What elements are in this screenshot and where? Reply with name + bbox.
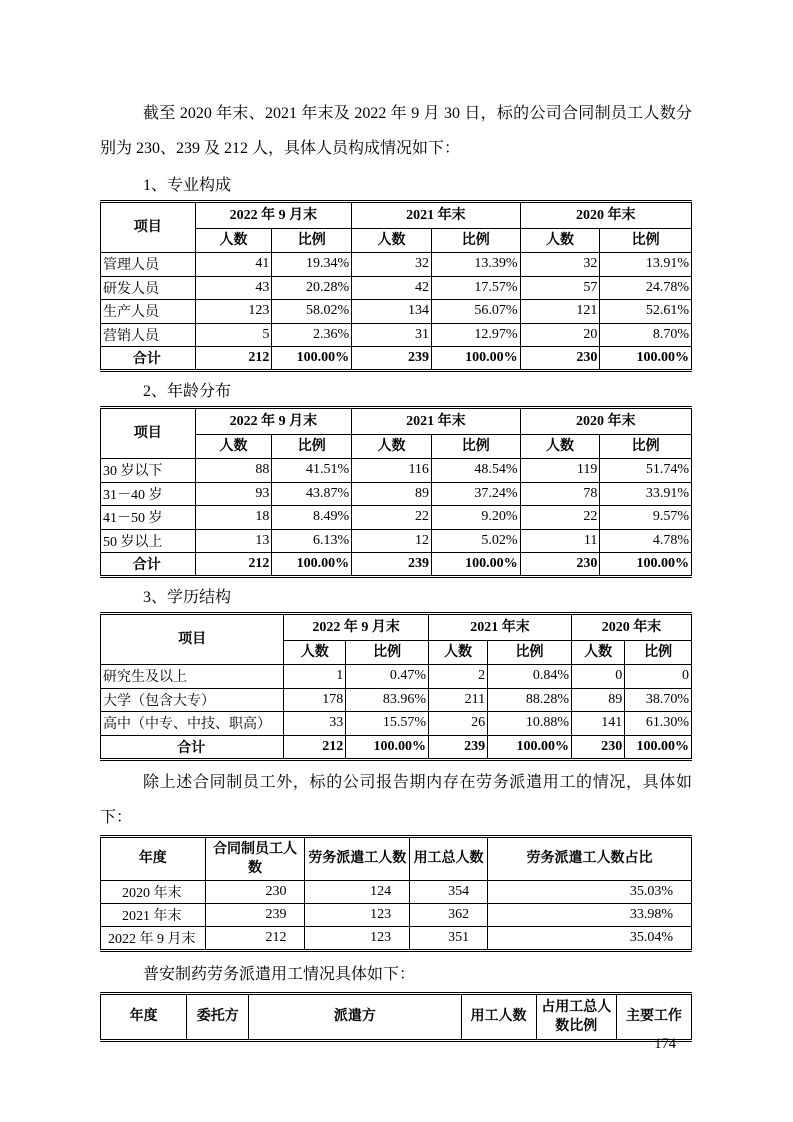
cell-value: 5 [195, 323, 272, 347]
table-row [101, 253, 692, 277]
column-header: 主要工作 [616, 993, 691, 1040]
cell-value: 100.00% [346, 735, 429, 759]
cell-value: 88.28% [488, 688, 572, 712]
cell-value: 35.04% [488, 926, 692, 950]
cell-value: 134 [352, 300, 432, 324]
cell-value: 35.03% [488, 880, 692, 903]
cell-value: 211 [428, 688, 487, 712]
row-label: 合计 [101, 347, 196, 371]
cell-value: 178 [284, 688, 346, 712]
table-row [101, 529, 692, 553]
cell-value: 20.28% [272, 276, 352, 300]
column-subheader: 比例 [346, 641, 429, 665]
column-subheader: 人数 [352, 435, 432, 459]
cell-value: 12 [352, 529, 432, 553]
header-row [101, 993, 692, 1040]
cell-value: 141 [572, 712, 625, 736]
table-row [101, 323, 692, 347]
cell-value: 57 [520, 276, 600, 300]
cell-value: 43.87% [272, 482, 352, 506]
cell-value: 32 [520, 253, 600, 277]
cell-value: 123 [305, 926, 410, 950]
dispatch-intro-paragraph: 除上述合同制员工外，标的公司报告期内存在劳务派遣用工的情况，具体如下： [100, 773, 692, 826]
column-subheader: 人数 [520, 229, 600, 253]
period-header: 2020 年末 [520, 202, 691, 229]
column-subheader: 比例 [272, 435, 352, 459]
cell-value: 42 [352, 276, 432, 300]
cell-value: 18 [195, 506, 272, 530]
column-header: 项目 [101, 202, 196, 253]
cell-value: 100.00% [431, 347, 520, 371]
column-header: 用工人数 [461, 993, 536, 1040]
row-label: 研究生及以上 [101, 665, 284, 689]
row-label: 30 岁以下 [101, 459, 196, 483]
cell-value: 0.47% [346, 665, 429, 689]
cell-value: 43 [195, 276, 272, 300]
cell-value: 33.91% [600, 482, 692, 506]
cell-value: 41.51% [272, 459, 352, 483]
cell-value: 78 [520, 482, 600, 506]
column-header: 劳务派遣工人数占比 [488, 836, 692, 880]
cell-value: 4.78% [600, 529, 692, 553]
cell-value: 41 [195, 253, 272, 277]
row-label: 大学（包含大专） [101, 688, 284, 712]
column-subheader: 比例 [488, 641, 572, 665]
cell-value: 13.91% [600, 253, 692, 277]
cell-value: 37.24% [431, 482, 520, 506]
cell-value: 38.70% [625, 688, 692, 712]
cell-value: 100.00% [600, 553, 692, 577]
cell-value: 8.70% [600, 323, 692, 347]
cell-value: 362 [410, 903, 488, 926]
cell-value: 239 [352, 347, 432, 371]
age-distribution-table [100, 406, 692, 578]
period-header: 2022 年 9 月末 [195, 202, 352, 229]
column-subheader: 比例 [600, 229, 692, 253]
column-subheader: 人数 [572, 641, 625, 665]
cell-value: 100.00% [600, 347, 692, 371]
period-header: 2021 年末 [352, 408, 520, 435]
cell-value: 239 [428, 735, 487, 759]
cell-value: 239 [352, 553, 432, 577]
cell-value: 230 [572, 735, 625, 759]
cell-value: 121 [520, 300, 600, 324]
labor-dispatch-table [100, 835, 692, 952]
cell-value: 9.20% [431, 506, 520, 530]
cell-value: 48.54% [431, 459, 520, 483]
table-row [101, 880, 692, 903]
column-subheader: 比例 [600, 435, 692, 459]
cell-value: 58.02% [272, 300, 352, 324]
cell-value: 0 [572, 665, 625, 689]
cell-value: 56.07% [431, 300, 520, 324]
cell-value: 20 [520, 323, 600, 347]
table-total-row [101, 553, 692, 577]
table-row [101, 712, 692, 736]
period-header: 2020 年末 [572, 614, 692, 641]
column-subheader: 人数 [520, 435, 600, 459]
table-row [101, 903, 692, 926]
period-header: 2022 年 9 月末 [195, 408, 352, 435]
cell-value: 123 [305, 903, 410, 926]
table-row [101, 688, 692, 712]
cell-value: 31 [352, 323, 432, 347]
period-header: 2022 年 9 月末 [284, 614, 429, 641]
cell-value: 100.00% [431, 553, 520, 577]
row-label: 研发人员 [101, 276, 196, 300]
column-subheader: 人数 [352, 229, 432, 253]
cell-value: 124 [305, 880, 410, 903]
cell-value: 32 [352, 253, 432, 277]
table-row [101, 926, 692, 950]
cell-value: 13 [195, 529, 272, 553]
cell-value: 0 [625, 665, 692, 689]
table-total-row [101, 347, 692, 371]
cell-value: 239 [205, 903, 305, 926]
row-label: 营销人员 [101, 323, 196, 347]
table-row [101, 276, 692, 300]
row-label: 合计 [101, 553, 196, 577]
profession-structure-table [100, 200, 692, 372]
cell-value: 15.57% [346, 712, 429, 736]
header-row [101, 836, 692, 880]
cell-value: 354 [410, 880, 488, 903]
column-subheader: 比例 [431, 229, 520, 253]
cell-value: 11 [520, 529, 600, 553]
section-heading-education: 3、学历结构 [143, 589, 232, 606]
column-subheader: 人数 [195, 229, 272, 253]
column-header: 年度 [101, 836, 206, 880]
cell-value: 12.97% [431, 323, 520, 347]
row-label: 41－50 岁 [101, 506, 196, 530]
column-header: 占用工总人数比例 [536, 993, 616, 1040]
column-header: 年度 [101, 993, 187, 1040]
row-label: 31－40 岁 [101, 482, 196, 506]
cell-value: 51.74% [600, 459, 692, 483]
row-label: 高中（中专、中技、职高） [101, 712, 284, 736]
column-header: 委托方 [187, 993, 249, 1040]
cell-value: 2 [428, 665, 487, 689]
cell-value: 22 [352, 506, 432, 530]
cell-value: 230 [205, 880, 305, 903]
cell-value: 100.00% [488, 735, 572, 759]
table-row [101, 665, 692, 689]
page-content [100, 96, 692, 1042]
cell-value: 230 [520, 347, 600, 371]
cell-value: 33.98% [488, 903, 692, 926]
cell-value: 2.36% [272, 323, 352, 347]
cell-value: 22 [520, 506, 600, 530]
section-heading-profession: 1、专业构成 [143, 177, 232, 194]
cell-value: 100.00% [272, 347, 352, 371]
column-subheader: 比例 [431, 435, 520, 459]
cell-value: 17.57% [431, 276, 520, 300]
cell-value: 89 [572, 688, 625, 712]
row-label: 50 岁以上 [101, 529, 196, 553]
puan-intro-paragraph: 普安制药劳务派遣用工情况具体如下： [143, 965, 416, 983]
table-row [101, 506, 692, 530]
column-header: 派遣方 [249, 993, 461, 1040]
section-heading-age: 2、年龄分布 [143, 383, 232, 400]
column-header: 劳务派遣工人数 [305, 836, 410, 880]
period-header: 2020 年末 [520, 408, 691, 435]
column-header: 项目 [101, 408, 196, 459]
cell-value: 212 [195, 347, 272, 371]
cell-value: 212 [195, 553, 272, 577]
column-header: 合同制员工人数 [205, 836, 305, 880]
row-label: 2020 年末 [101, 880, 206, 903]
cell-value: 61.30% [625, 712, 692, 736]
period-header: 2021 年末 [352, 202, 520, 229]
cell-value: 100.00% [625, 735, 692, 759]
cell-value: 10.88% [488, 712, 572, 736]
cell-value: 8.49% [272, 506, 352, 530]
cell-value: 88 [195, 459, 272, 483]
education-structure-table [100, 612, 692, 761]
period-header: 2021 年末 [428, 614, 571, 641]
cell-value: 100.00% [272, 553, 352, 577]
column-header: 用工总人数 [410, 836, 488, 880]
cell-value: 119 [520, 459, 600, 483]
table-total-row [101, 735, 692, 759]
cell-value: 123 [195, 300, 272, 324]
column-subheader: 人数 [284, 641, 346, 665]
cell-value: 212 [205, 926, 305, 950]
row-label: 2022 年 9 月末 [101, 926, 206, 950]
column-header: 项目 [101, 614, 284, 665]
puan-dispatch-table [100, 992, 692, 1042]
intro-paragraph: 截至 2020 年末、2021 年末及 2022 年 9 月 30 日，标的公司合同制员工人数分别为 230、239 及 212 人，具体人员构成情况如下： [100, 105, 692, 157]
row-label: 合计 [101, 735, 284, 759]
cell-value: 83.96% [346, 688, 429, 712]
cell-value: 89 [352, 482, 432, 506]
header-row [101, 614, 692, 641]
cell-value: 26 [428, 712, 487, 736]
page-number: 174 [654, 1036, 676, 1052]
cell-value: 5.02% [431, 529, 520, 553]
column-subheader: 人数 [195, 435, 272, 459]
table-row [101, 300, 692, 324]
row-label: 生产人员 [101, 300, 196, 324]
cell-value: 116 [352, 459, 432, 483]
row-label: 管理人员 [101, 253, 196, 277]
cell-value: 9.57% [600, 506, 692, 530]
cell-value: 52.61% [600, 300, 692, 324]
cell-value: 1 [284, 665, 346, 689]
table-row [101, 459, 692, 483]
cell-value: 6.13% [272, 529, 352, 553]
cell-value: 19.34% [272, 253, 352, 277]
cell-value: 230 [520, 553, 600, 577]
column-subheader: 比例 [625, 641, 692, 665]
cell-value: 93 [195, 482, 272, 506]
cell-value: 0.84% [488, 665, 572, 689]
cell-value: 351 [410, 926, 488, 950]
column-subheader: 人数 [428, 641, 487, 665]
header-row [101, 202, 692, 229]
cell-value: 13.39% [431, 253, 520, 277]
column-subheader: 比例 [272, 229, 352, 253]
cell-value: 212 [284, 735, 346, 759]
table-row [101, 482, 692, 506]
cell-value: 33 [284, 712, 346, 736]
cell-value: 24.78% [600, 276, 692, 300]
row-label: 2021 年末 [101, 903, 206, 926]
header-row [101, 408, 692, 435]
